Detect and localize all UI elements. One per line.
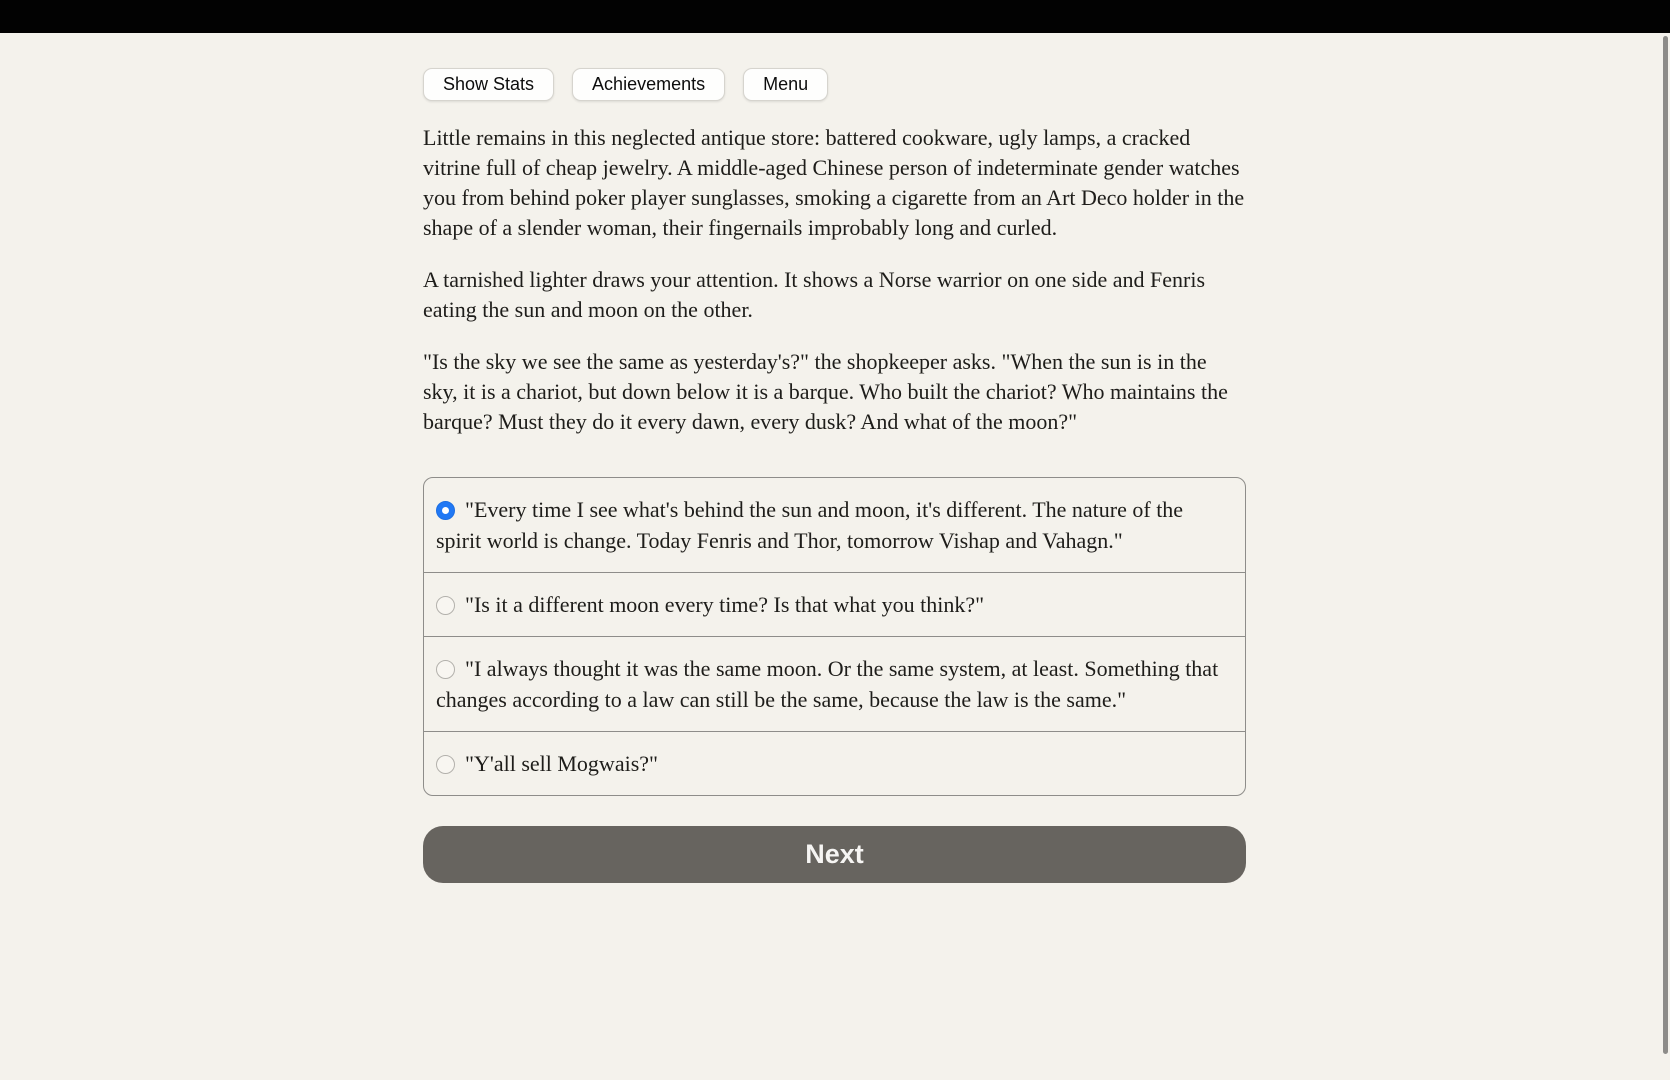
choice-option-3[interactable] xyxy=(424,636,1245,731)
radio-button-icon[interactable] xyxy=(436,660,455,679)
choice-option-label: "Is it a different moon every time? Is that what you think?" xyxy=(465,592,985,617)
story-paragraph: Little remains in this neglected antique store: battered cookware, ugly lamps, a cracked vitrine full of cheap jewelry. A middle-aged Chinese person of indeterminate gender watches you from behind poker player sunglasses, smoking a cigarette from an Art Deco holder in the shape of a slender woman, their fingernails improbably long and curled. xyxy=(423,125,1245,240)
radio-button-icon[interactable] xyxy=(436,755,455,774)
menu-button[interactable]: Menu xyxy=(743,68,828,101)
choice-list xyxy=(423,477,1246,796)
choice-option-label: "I always thought it was the same moon. Or the same system, at least. Something that changes according to a law can still be the same, because the law is the same." xyxy=(436,656,1219,712)
radio-button-icon[interactable] xyxy=(436,501,455,520)
choice-option-1[interactable] xyxy=(424,478,1245,572)
game-content xyxy=(423,33,1246,883)
story-paragraph: "Is the sky we see the same as yesterday's?" the shopkeeper asks. "When the sun is in the sky, it is a chariot, but down below it is a barque. Who built the chariot? Who maintains the barque? Must they do it every dawn, every dusk? And what of the moon?" xyxy=(423,349,1228,434)
next-button[interactable]: Next xyxy=(423,826,1246,883)
radio-button-icon[interactable] xyxy=(436,596,455,615)
choice-option-label: "Every time I see what's behind the sun and moon, it's different. The nature of the spirit world is change. Today Fenris and Thor, tomorrow Vishap and Vahagn." xyxy=(436,497,1184,553)
show-stats-button[interactable]: Show Stats xyxy=(423,68,554,101)
story-text xyxy=(423,123,1246,437)
toolbar xyxy=(423,68,1246,101)
scrollbar-thumb[interactable] xyxy=(1663,36,1668,1054)
window-top-bar xyxy=(0,0,1670,33)
choice-option-2[interactable] xyxy=(424,572,1245,636)
choice-option-4[interactable] xyxy=(424,731,1245,795)
story-paragraph: A tarnished lighter draws your attention. It shows a Norse warrior on one side and Fenris eating the sun and moon on the other. xyxy=(423,267,1206,322)
achievements-button[interactable]: Achievements xyxy=(572,68,725,101)
radio-dot xyxy=(442,507,449,514)
choice-option-label: "Y'all sell Mogwais?" xyxy=(465,751,659,776)
